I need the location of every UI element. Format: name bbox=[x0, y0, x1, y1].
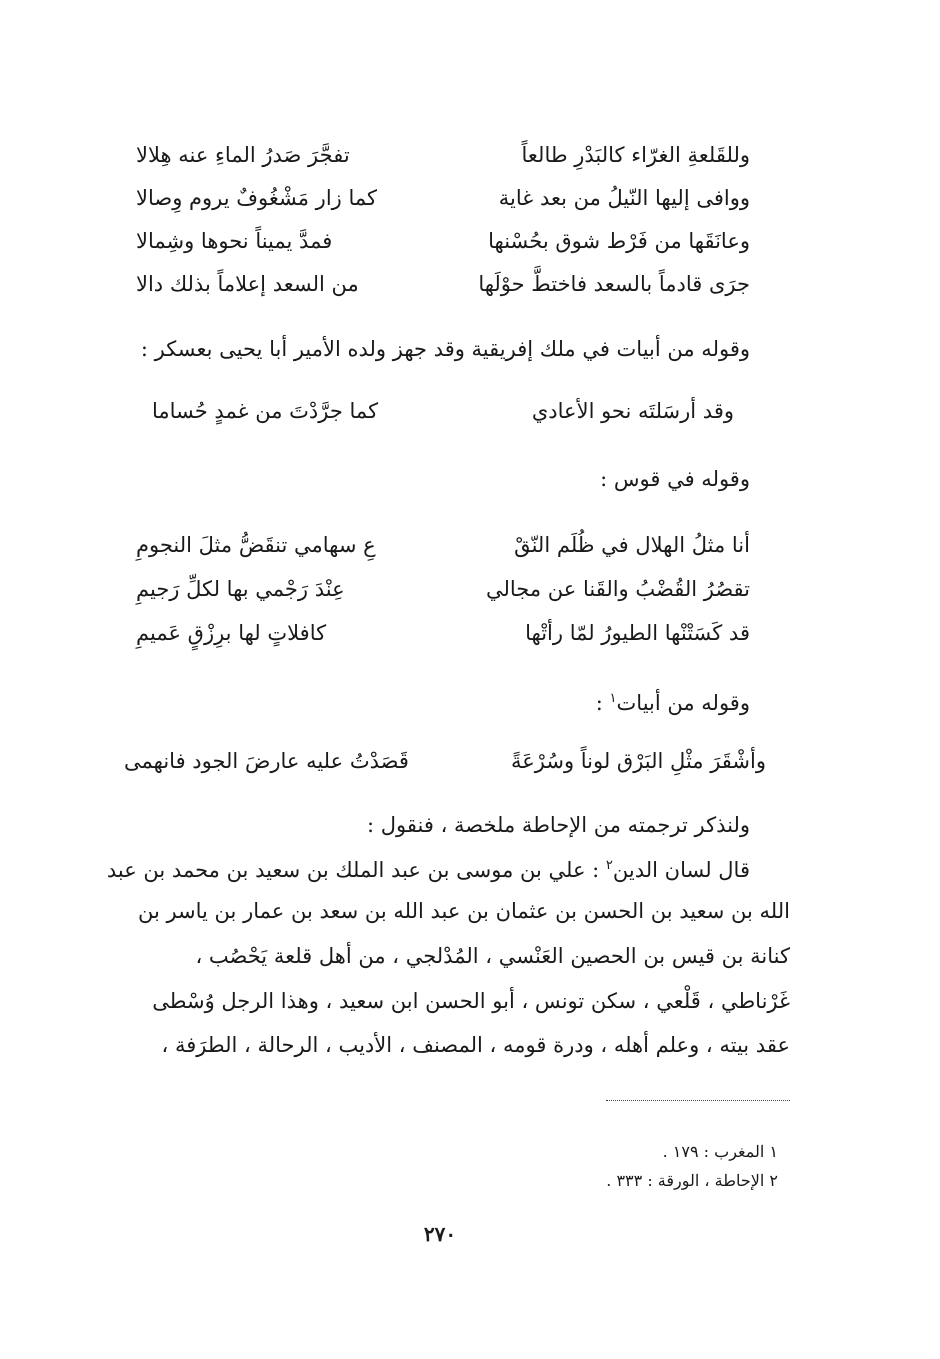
verse-first-hemistich: قد كَسَتْنْها الطيورُ لمّا رأتْها bbox=[525, 621, 750, 645]
prose-first-line-rest: : علي بن موسى بن عبد الملك بن سعيد بن محمد بن عبد bbox=[106, 858, 600, 882]
verse-line bbox=[124, 746, 766, 776]
verse-second-hemistich: عِ سهامي تنقَضُّ مثلَ النجومِ bbox=[136, 533, 376, 557]
prose-intro bbox=[596, 684, 750, 718]
prose-line bbox=[107, 851, 750, 885]
intro-text: وقوله من أبيات bbox=[616, 691, 750, 715]
verse-second-hemistich: كما جرَّدْتَ من غمدٍ حُساما bbox=[152, 399, 379, 423]
footnote-divider bbox=[606, 1100, 790, 1101]
verse-line bbox=[136, 269, 750, 299]
prose-intro: وقوله من أبيات في ملك إفريقية وقد جهز ولده الأمير أبا يحيى بعسكر : bbox=[140, 337, 750, 361]
verse-second-hemistich: عِنْدَ رَجْمي بها لكلِّ رَجيمِ bbox=[136, 577, 345, 601]
verse-second-hemistich: كما زار مَشْغُوفٌ يروم وِصالا bbox=[136, 186, 378, 210]
footnote: ٢ الإحاطة ، الورقة : ٣٣٣ . bbox=[606, 1171, 778, 1190]
verse-first-hemistich: وللقَلعةِ الغرّاء كالبَدْرِ طالعاً bbox=[521, 143, 750, 167]
verse-first-hemistich: أنا مثلُ الهلال في ظُلَم النّقْ bbox=[514, 533, 750, 557]
verse-line bbox=[136, 183, 750, 213]
verse-first-hemistich: وعانَقَها من فَرْط شوق بحُسْنها bbox=[488, 229, 750, 253]
intro-colon: : bbox=[595, 691, 603, 715]
prose-intro: وقوله في قوس : bbox=[600, 467, 750, 491]
verse-line bbox=[136, 530, 750, 560]
verse-second-hemistich: كافلاتٍ لها برِزْقٍ عَميمِ bbox=[136, 621, 327, 645]
footnote-marker: ١ bbox=[609, 691, 617, 706]
prose-line: عقد بيته ، وعلم أهله ، ودرة قومه ، المصنف ، الأديب ، الرحالة ، الطرَفة ، bbox=[161, 1033, 790, 1057]
verse-line bbox=[136, 574, 750, 604]
prose-line: الله بن سعيد بن الحسن بن عثمان بن عبد الله بن سعد بن عمار بن ياسر بن bbox=[137, 899, 790, 923]
prose-line: غَرْناطي ، قَلْعي ، سكن تونس ، أبو الحسن ابن سعيد ، وهذا الرجل وُسْطى bbox=[152, 989, 790, 1013]
verse-second-hemistich: قَصَدْتُ عليه عارضَ الجود فانهمى bbox=[124, 749, 409, 773]
prose-line: كنانة بن قيس بن الحصين العَنْسي ، المُدْلجي ، من أهل قلعة يَحْصُب ، bbox=[195, 944, 790, 968]
verse-line bbox=[136, 618, 750, 648]
prose-opening: قال لسان الدين bbox=[612, 858, 750, 882]
verse-first-hemistich: ووافى إليها النّيلُ من بعد غاية bbox=[498, 186, 750, 210]
footnote: ١ المغرب : ١٧٩ . bbox=[662, 1142, 778, 1161]
verse-line bbox=[152, 396, 734, 426]
verse-first-hemistich: جرَى قادماً بالسعد فاختطَّ حوْلَها bbox=[478, 272, 750, 296]
footnote-marker: ٢ bbox=[605, 858, 613, 873]
verse-second-hemistich: فمدَّ يميناً نحوها وشِمالا bbox=[136, 229, 333, 253]
verse-second-hemistich: من السعد إعلاماً بذلك دالا bbox=[136, 272, 359, 296]
prose-intro: ولنذكر ترجمته من الإحاطة ملخصة ، فنقول : bbox=[367, 813, 750, 837]
verse-line bbox=[136, 226, 750, 256]
verse-first-hemistich: وأشْقَرَ مثْلِ البَرْق لوناً وسُرْعَةً bbox=[510, 749, 766, 773]
verse-first-hemistich: وقد أرسَلتَه نحو الأعادي bbox=[531, 399, 734, 423]
verse-second-hemistich: تفجَّرَ صَدرُ الماءِ عنه هِلالا bbox=[136, 143, 350, 167]
page-number: ٢٧٠ bbox=[423, 1222, 457, 1246]
verse-line bbox=[136, 140, 750, 170]
verse-first-hemistich: تقصُرُ القُضْبُ والقَنا عن مجالي bbox=[485, 577, 750, 601]
